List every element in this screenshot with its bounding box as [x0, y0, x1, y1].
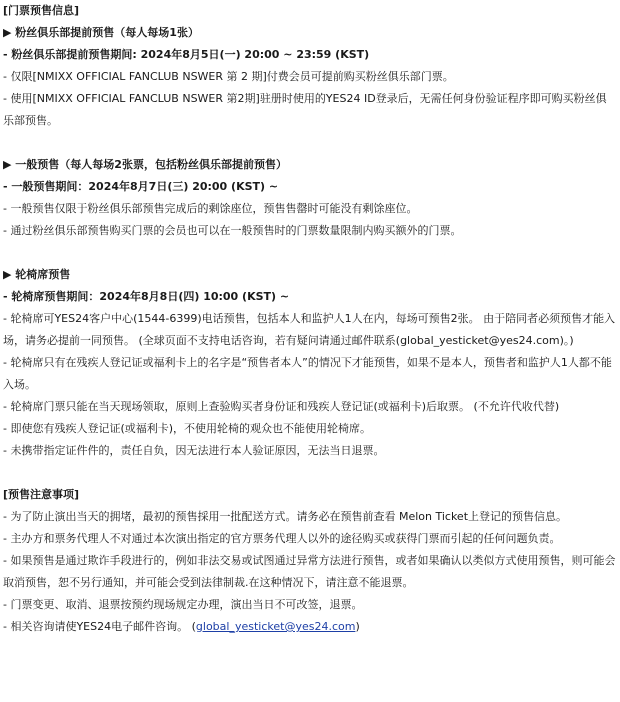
wheelchair-title: ▶ 轮椅席预售	[3, 268, 71, 281]
wheelchair-line-4: - 即使您有残疾人登记证(或福利卡)，不使用轮椅的观众也不能使用轮椅席。	[3, 422, 372, 435]
notes-line-2: - 主办方和票务代理人不对通过本次演出指定的官方票务代理人以外的途径购买或获得门票而引起的任何问题负责。	[3, 532, 561, 545]
wheelchair-line-5: - 未携带指定证件件的，责任自负，因无法进行本人验证原因，无法当日退票。	[3, 444, 385, 457]
wheelchair-line-1: - 轮椅席可YES24客户中心(1544-6399)电话预售，包括本人和监护人1人在内，每场可预售2张。 由于陪同者必须预售才能入场，请务必提前一同预售。 (全球页面不支持电话咨询，若有疑问请通过邮件联系(global_yesticket@yes24.com)。)	[3, 312, 616, 347]
general-line-2: - 通过粉丝俱乐部预售购买门票的会员也可以在一般预售时的门票数量限制内购买额外的门票。	[3, 224, 462, 237]
wheelchair-period: - 轮椅席预售期间：2024年8月8日(四) 10:00 (KST) ~	[3, 290, 290, 303]
general-title: ▶ 一般预售（每人每场2张票，包括粉丝俱乐部提前预售）	[3, 158, 287, 171]
general-period: - 一般预售期间：2024年8月7日(三) 20:00 (KST) ~	[3, 180, 279, 193]
notes-line-3: - 如果预售是通过欺诈手段进行的，例如非法交易或试图通过异常方法进行预售，或者如果确认以类似方式使用预售，则可能会取消预售，恕不另行通知，并可能会受到法律制裁.在这种情况下，请注意不能退票。	[3, 554, 616, 589]
section-gap	[3, 242, 616, 264]
section-gap	[3, 132, 616, 154]
wheelchair-line-3: - 轮椅席门票只能在当天现场领取，原则上查验购买者身份证和残疾人登记证(或福利卡)后取票。 (不允许代收代替)	[3, 400, 560, 413]
notes-contact-line	[3, 616, 616, 638]
notes-line-1: - 为了防止演出当天的拥堵，最初的预售採用一批配送方式。请务必在预售前查看 Melon Ticket上登记的预售信息。	[3, 510, 568, 523]
wheelchair-line-2: - 轮椅席只有在残疾人登记证或福利卡上的名字是“预售者本人”的情况下才能预售，如果不是本人，预售者和监护人1人都不能入场。	[3, 356, 612, 391]
notes-line-4: - 门票变更、取消、退票按预约现场规定办理，演出当日不可改签，退票。	[3, 598, 363, 611]
fanclub-line-2: - 使用[NMIXX OFFICIAL FANCLUB NSWER 第2期]驻册时使用的YES24 ID登录后，无需任何身份验证程序即可购买粉丝俱乐部预售。	[3, 92, 607, 127]
contact-prefix: - 相关咨询请使YES24电子邮件咨询。 (	[3, 620, 196, 633]
section-gap	[3, 462, 616, 484]
ticket-info-heading: [门票预售信息]	[3, 4, 80, 17]
general-line-1: - 一般预售仅限于粉丝俱乐部预售完成后的剩馀座位，预售售罄时可能没有剩馀座位。	[3, 202, 418, 215]
fanclub-title: ▶ 粉丝俱乐部提前预售（每人每场1张）	[3, 26, 199, 39]
fanclub-period: - 粉丝俱乐部提前预售期间: 2024年8月5日(一) 20:00 ~ 23:59 (KST)	[3, 48, 370, 61]
contact-email-link[interactable]: global_yesticket@yes24.com	[195, 620, 356, 633]
contact-suffix: )	[355, 620, 360, 633]
fanclub-line-1: - 仅限[NMIXX OFFICIAL FANCLUB NSWER 第 2 期]付费会员可提前购买粉丝俱乐部门票。	[3, 70, 454, 83]
notes-heading: [预售注意事项]	[3, 488, 80, 501]
